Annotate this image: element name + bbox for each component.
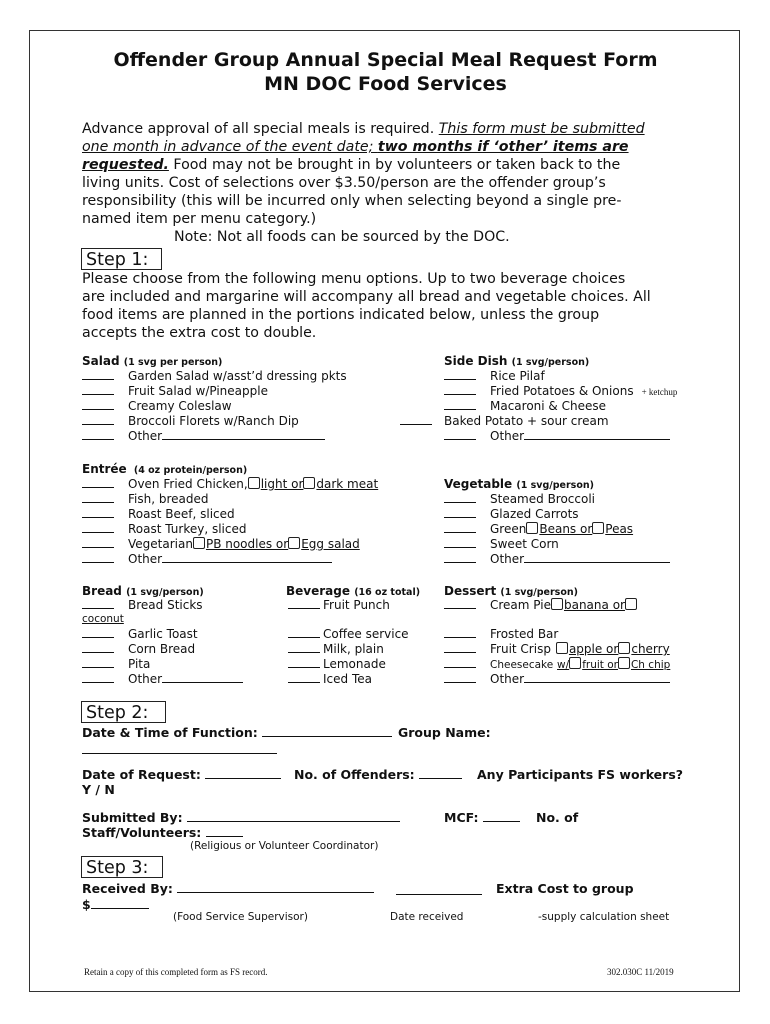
date-received-caption: Date received: [390, 911, 464, 923]
egg-salad-checkbox[interactable]: [288, 537, 300, 549]
step1-label: Step 1:: [81, 248, 162, 270]
received-by-field[interactable]: Received By:: [82, 881, 374, 896]
pb-noodles-checkbox[interactable]: [193, 537, 205, 549]
side-item-macaroni[interactable]: Macaroni & Cheese: [444, 399, 606, 414]
dessert-item-pie[interactable]: Cream Pie banana or: [444, 598, 638, 613]
extra-cost-label: Extra Cost to group: [496, 881, 634, 896]
no-of-offenders-field[interactable]: No. of Offenders:: [294, 767, 462, 782]
side-item-other[interactable]: Other: [444, 429, 670, 444]
beverage-item-lemonade[interactable]: Lemonade: [288, 657, 386, 672]
bread-item-pita[interactable]: Pita: [82, 657, 150, 672]
date-time-field[interactable]: Date & Time of Function:: [82, 725, 392, 740]
supply-sheet-caption: -supply calculation sheet: [538, 911, 670, 923]
entree-header: Entrée (4 oz protein/person): [82, 462, 248, 476]
entree-item-roast-beef[interactable]: Roast Beef, sliced: [82, 507, 235, 522]
intro-line-4: living units. Cost of selections over $3.50/person are the offender group’s: [82, 175, 606, 191]
bread-item-corn[interactable]: Corn Bread: [82, 642, 195, 657]
fruit-checkbox[interactable]: [569, 657, 581, 669]
no-of-label: No. of: [536, 810, 579, 825]
coordinator-caption: (Religious or Volunteer Coordinator): [190, 840, 379, 852]
salad-item-garden[interactable]: Garden Salad w/asst’d dressing pkts: [82, 369, 347, 384]
veg-item-broccoli[interactable]: Steamed Broccoli: [444, 492, 595, 507]
beverage-item-coffee[interactable]: Coffee service: [288, 627, 409, 642]
vegetable-header: Vegetable (1 svg/person): [444, 477, 594, 491]
intro-line-2: one month in advance of the event date; two months if ‘other’ items are: [82, 139, 629, 155]
step1-line-4: accepts the extra cost to double.: [82, 325, 317, 341]
mcf-field[interactable]: MCF:: [444, 810, 520, 825]
bread-item-sticks[interactable]: Bread Sticks: [82, 598, 203, 613]
banana-checkbox[interactable]: [551, 598, 563, 610]
dessert-item-crisp[interactable]: Fruit Crisp apple or cherry: [444, 642, 670, 657]
entree-item-other[interactable]: Other: [82, 552, 332, 567]
step1-line-2: are included and margarine will accompany all bread and vegetable choices. All: [82, 289, 651, 305]
step1-line-3: food items are planned in the portions indicated below, unless the group: [82, 307, 600, 323]
entree-item-vegetarian[interactable]: Vegetarian PB noodles or Egg salad: [82, 537, 360, 552]
date-received-field[interactable]: [396, 884, 482, 895]
veg-item-corn[interactable]: Sweet Corn: [444, 537, 559, 552]
veg-item-green[interactable]: Green Beans or Peas: [444, 522, 633, 537]
form-page: [29, 30, 740, 992]
dark-meat-checkbox[interactable]: [303, 477, 315, 489]
bread-item-other[interactable]: Other: [82, 672, 243, 687]
salad-item-broccoli[interactable]: Broccoli Florets w/Ranch Dip: [82, 414, 299, 429]
entree-item-fish[interactable]: Fish, breaded: [82, 492, 209, 507]
footer-form-number: 302.030C 11/2019: [607, 967, 674, 977]
intro-line-3: requested. Food may not be brought in by volunteers or taken back to the: [82, 157, 621, 173]
beverage-item-milk[interactable]: Milk, plain: [288, 642, 384, 657]
submitted-by-field[interactable]: Submitted By:: [82, 810, 400, 825]
veg-item-carrots[interactable]: Glazed Carrots: [444, 507, 579, 522]
form-title-line1: Offender Group Annual Special Meal Request Form: [113, 49, 658, 71]
form-title-line2: MN DOC Food Services: [264, 73, 507, 95]
entree-item-chicken[interactable]: Oven Fried Chicken, light or dark meat: [82, 477, 378, 492]
side-item-fried-potatoes[interactable]: Fried Potatoes & Onions + ketchup: [444, 384, 677, 400]
step1-line-1: Please choose from the following menu options. Up to two beverage choices: [82, 271, 626, 287]
dessert-header: Dessert (1 svg/person): [444, 584, 578, 598]
dessert-item-cheesecake[interactable]: Cheesecake w/ fruit or Ch chip: [444, 657, 670, 673]
coconut-label: coconut: [82, 613, 124, 625]
fs-workers-yes-no[interactable]: Y / N: [82, 782, 115, 797]
peas-checkbox[interactable]: [592, 522, 604, 534]
supervisor-caption: (Food Service Supervisor): [173, 911, 308, 923]
chocolate-chip-checkbox[interactable]: [618, 657, 630, 669]
side-item-baked-potato[interactable]: Baked Potato + sour cream: [400, 414, 609, 429]
salad-item-fruit[interactable]: Fruit Salad w/Pineapple: [82, 384, 268, 399]
dessert-item-frosted[interactable]: Frosted Bar: [444, 627, 558, 642]
side-item-rice[interactable]: Rice Pilaf: [444, 369, 545, 384]
beverage-header: Beverage (16 oz total): [286, 584, 421, 598]
beans-checkbox[interactable]: [526, 522, 538, 534]
dessert-item-other[interactable]: Other: [444, 672, 670, 687]
beverage-item-punch[interactable]: Fruit Punch: [288, 598, 390, 613]
side-dish-header: Side Dish (1 svg/person): [444, 354, 590, 368]
light-meat-checkbox[interactable]: [248, 477, 260, 489]
coconut-checkbox[interactable]: [625, 598, 637, 610]
footer-retain-note: Retain a copy of this completed form as FS record.: [84, 967, 268, 977]
apple-checkbox[interactable]: [556, 642, 568, 654]
intro-line-5: responsibility (this will be incurred only when selecting beyond a single pre-: [82, 193, 622, 209]
step3-label: Step 3:: [81, 856, 163, 878]
intro-line-1: Advance approval of all special meals is required. This form must be submitted: [82, 121, 645, 137]
staff-volunteers-field[interactable]: Staff/Volunteers:: [82, 825, 243, 840]
extra-cost-field[interactable]: $: [82, 897, 149, 912]
bread-header: Bread (1 svg/person): [82, 584, 204, 598]
veg-item-other[interactable]: Other: [444, 552, 670, 567]
step2-label: Step 2:: [81, 701, 166, 723]
entree-item-roast-turkey[interactable]: Roast Turkey, sliced: [82, 522, 246, 537]
salad-item-other[interactable]: Other: [82, 429, 325, 444]
date-of-request-field[interactable]: Date of Request:: [82, 767, 281, 782]
intro-note: Note: Not all foods can be sourced by the DOC.: [174, 229, 510, 245]
bread-item-garlic[interactable]: Garlic Toast: [82, 627, 198, 642]
intro-line-6: named item per menu category.): [82, 211, 317, 227]
beverage-item-iced-tea[interactable]: Iced Tea: [288, 672, 372, 687]
group-name-field[interactable]: [82, 743, 277, 754]
group-name-label: Group Name:: [398, 725, 491, 740]
salad-item-coleslaw[interactable]: Creamy Coleslaw: [82, 399, 232, 414]
salad-header: Salad (1 svg per person): [82, 354, 223, 368]
cherry-checkbox[interactable]: [618, 642, 630, 654]
fs-workers-question: Any Participants FS workers?: [477, 767, 684, 782]
